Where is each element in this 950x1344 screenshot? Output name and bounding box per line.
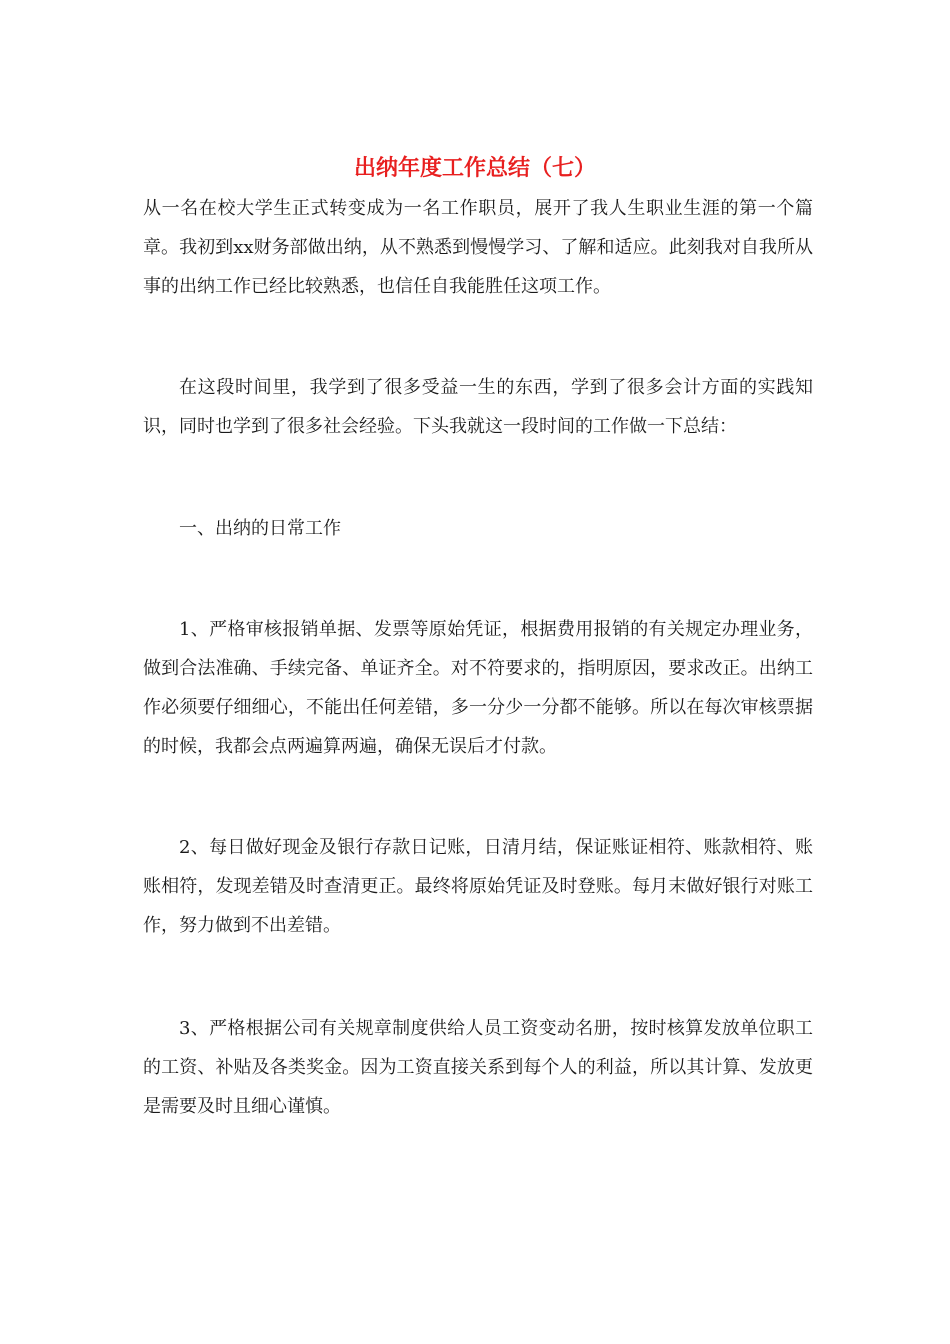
section-heading-daily-work: 一、出纳的日常工作 <box>179 518 341 539</box>
paragraph-item-1: 1、严格审核报销单据、发票等原始凭证，根据费用报销的有关规定办理业务，做到合法准确、手续完备、单证齐全。对不符要求的，指明原因，要求改正。出纳工作必须要仔细细心，不能出任何差错，多一分少一分都不能够。所以在每次审核票据的时候，我都会点两遍算两遍，确保无误后才付款。 <box>143 619 813 757</box>
paragraph-intro: 从一名在校大学生正式转变成为一名工作职员，展开了我人生职业生涯的第一个篇章。我初到xx财务部做出纳，从不熟悉到慢慢学习、了解和适应。此刻我对自我所从事的出纳工作已经比较熟悉，也信任自我能胜任这项工作。 <box>143 198 813 297</box>
paragraph-summary-lead: 在这段时间里，我学到了很多受益一生的东西，学到了很多会计方面的实践知识，同时也学到了很多社会经验。下头我就这一段时间的工作做一下总结： <box>143 377 813 437</box>
document-title: 出纳年度工作总结（七） <box>353 155 596 181</box>
paragraph-item-3: 3、严格根据公司有关规章制度供给人员工资变动名册，按时核算发放单位职工的工资、补贴及各类奖金。因为工资直接关系到每个人的利益，所以其计算、发放更是需要及时且细心谨慎。 <box>143 1018 813 1117</box>
paragraph-item-2: 2、每日做好现金及银行存款日记账，日清月结，保证账证相符、账款相符、账账相符，发现差错及时查清更正。最终将原始凭证及时登账。每月末做好银行对账工作，努力做到不出差错。 <box>143 837 813 936</box>
